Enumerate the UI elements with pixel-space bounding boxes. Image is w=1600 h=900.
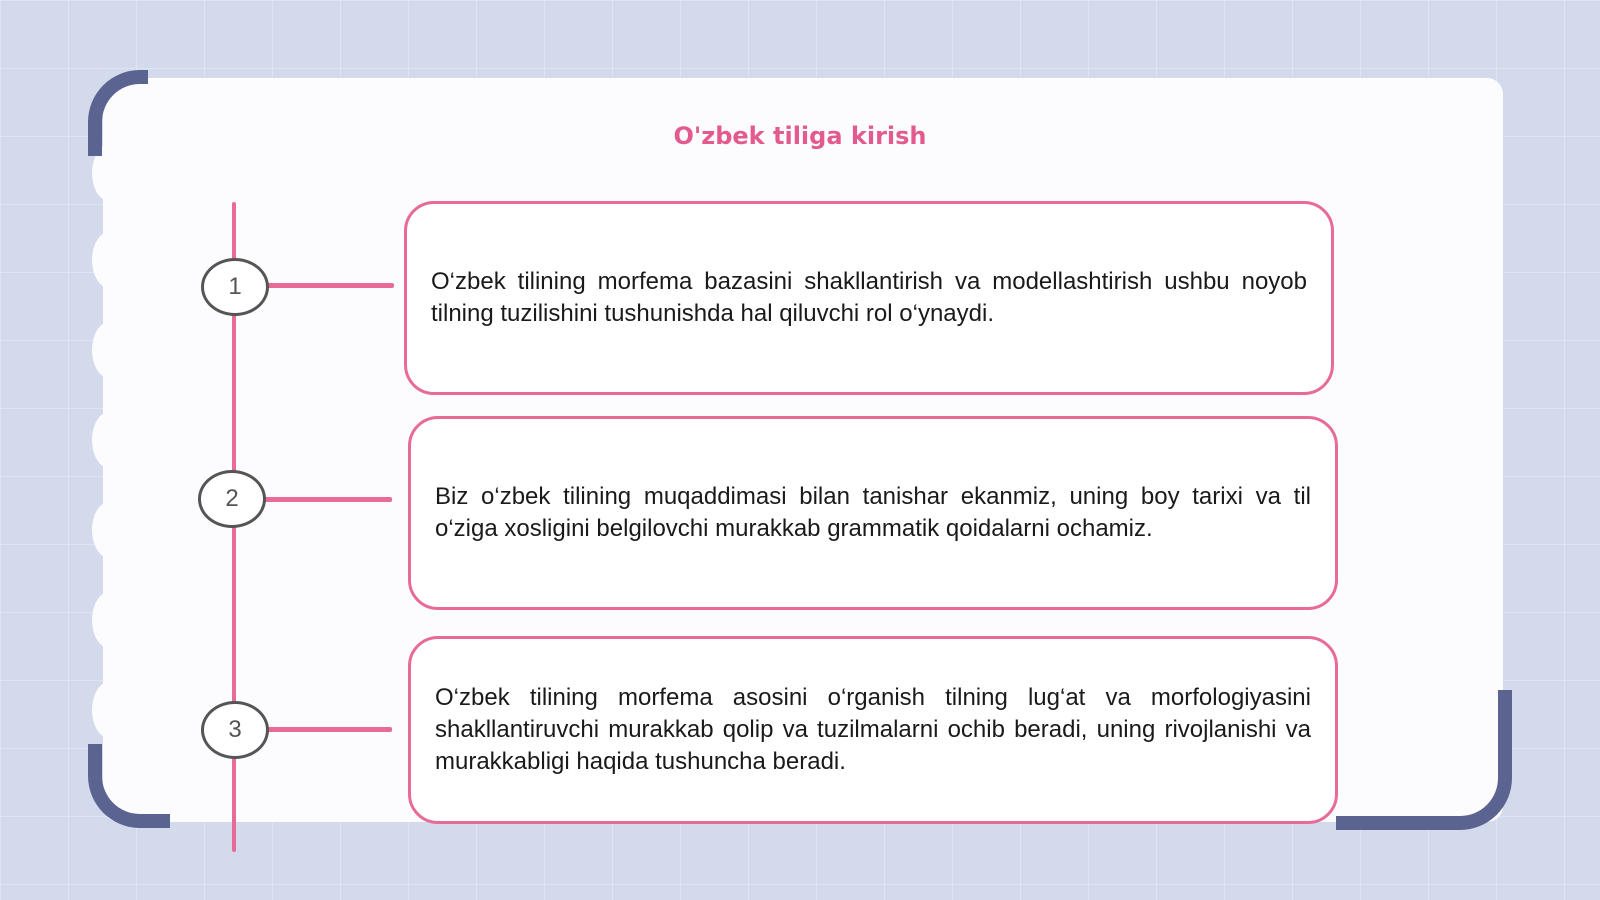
timeline-step-2-card — [408, 416, 1338, 610]
timeline-connector-1 — [266, 283, 394, 288]
timeline-step-2-number: 2 — [198, 470, 266, 528]
timeline-connector-2 — [262, 497, 392, 502]
notebook-perforation — [92, 232, 126, 288]
timeline-connector-3 — [266, 727, 392, 732]
timeline-step-3-number: 3 — [201, 701, 269, 759]
timeline-step-1-number: 1 — [201, 258, 269, 316]
timeline-step-2-text: Biz o‘zbek tilining muqaddimasi bilan tanishar ekanmiz, uning boy tarixi va til o‘ziga xosligini belgilovchi murakkab grammatik qoidalarni ochamiz. — [435, 483, 1311, 542]
corner-bracket-bottom-left — [88, 744, 170, 828]
notebook-perforation — [92, 502, 126, 558]
timeline-step-1-text: O‘zbek tilining morfema bazasini shakllantirish va modellashtirish ushbu noyob tilning tuzilishini tushunishda hal qiluvchi rol o‘ynaydi. — [431, 268, 1307, 327]
notebook-perforation — [92, 592, 126, 648]
notebook-perforation — [92, 682, 126, 738]
timeline-step-1-card — [404, 201, 1334, 395]
timeline-step-3-card — [408, 636, 1338, 824]
slide-title: O'zbek tiliga kirish — [673, 122, 927, 150]
corner-bracket-bottom-right — [1336, 690, 1512, 830]
timeline-step-3-text: O‘zbek tilining morfema asosini o‘rganish tilning lug‘at va morfologiyasini shakllantiruvchi murakkab qolip va tuzilmalarni ochib beradi, uning rivojlanishi va murakkabligi haqida tushuncha beradi. — [435, 684, 1311, 775]
notebook-perforation — [92, 322, 126, 378]
notebook-perforation — [92, 412, 126, 468]
